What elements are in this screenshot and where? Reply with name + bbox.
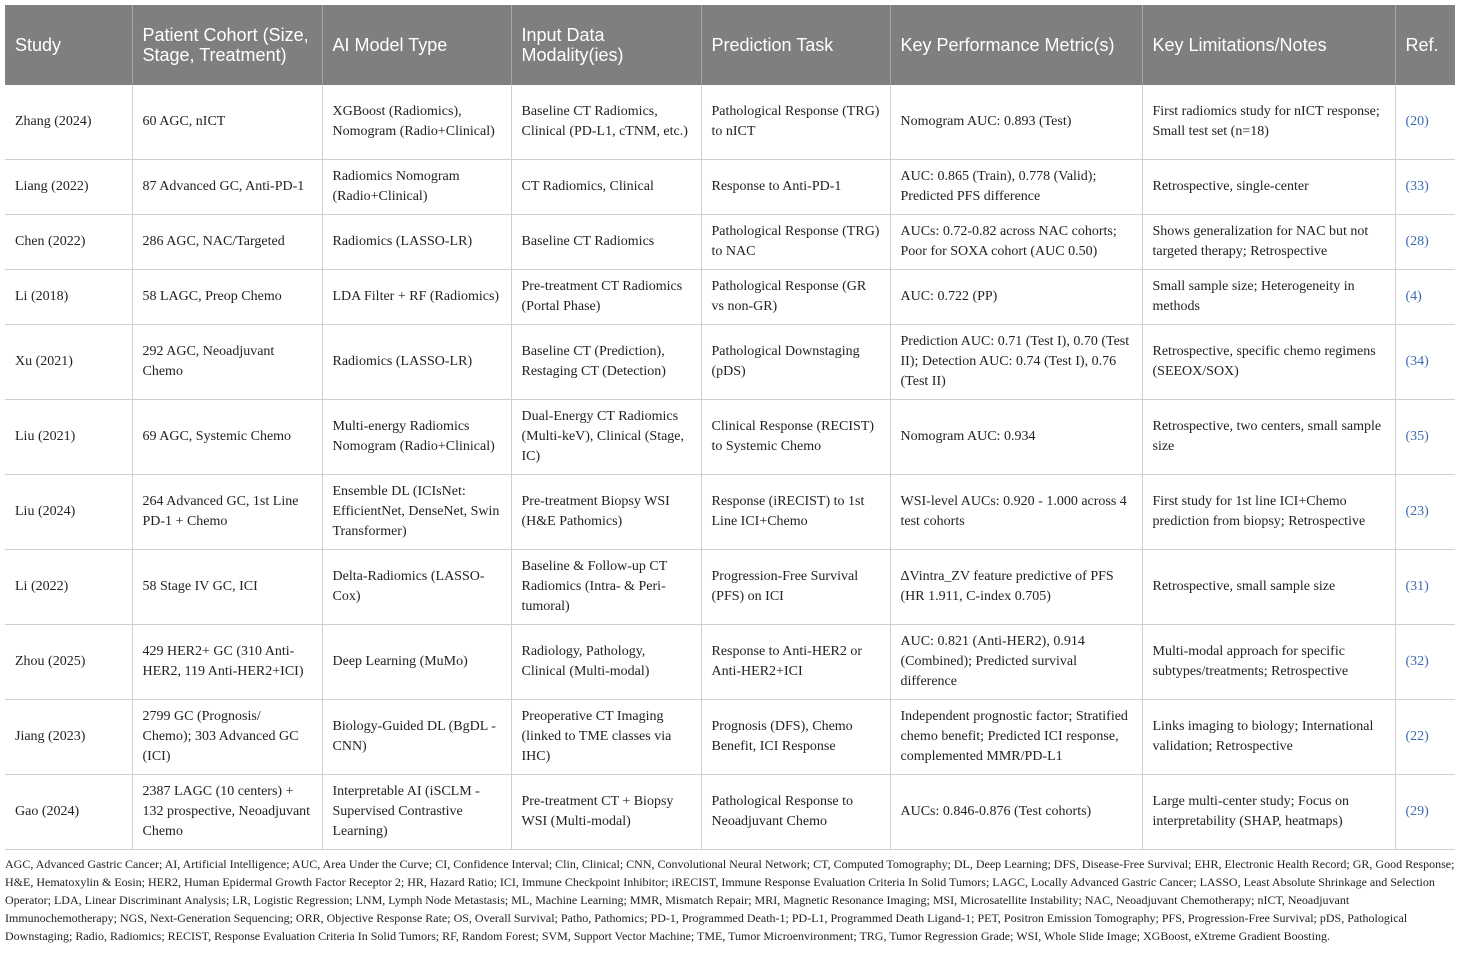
- cell-metric: AUC: 0.865 (Train), 0.778 (Valid); Predicted PFS difference: [890, 160, 1142, 215]
- cell-cohort: 264 Advanced GC, 1st Line PD-1 + Chemo: [132, 475, 322, 550]
- cell-cohort: 429 HER2+ GC (310 Anti-HER2, 119 Anti-HER2+ICI): [132, 625, 322, 700]
- cell-model: Radiomics (LASSO-LR): [322, 325, 511, 400]
- cell-study: Li (2022): [5, 550, 132, 625]
- cell-cohort: 286 AGC, NAC/Targeted: [132, 215, 322, 270]
- cell-metric: AUCs: 0.72-0.82 across NAC cohorts; Poor for SOXA cohort (AUC 0.50): [890, 215, 1142, 270]
- cell-notes: Retrospective, two centers, small sample size: [1142, 400, 1395, 475]
- cell-notes: Retrospective, single-center: [1142, 160, 1395, 215]
- abbreviations-footnote: AGC, Advanced Gastric Cancer; AI, Artificial Intelligence; AUC, Area Under the Curve; CI, Confidence Interval; Clin, Clinical; CNN, Convolutional Neural Network; CT, Computed Tomography; DL, Deep Learning; DFS, Disease-Free Survival; EHR, Electronic Health Record; GR, Good Response; H&E, Hematoxylin & Eosin; HER2, Human Epidermal Growth Factor Receptor 2; HR, Hazard Ratio; ICI, Immune Checkpoint Inhibitor; iRECIST, Immune Response Evaluation Criteria In Solid Tumors; LAGC, Locally Advanced Gastric Cancer; LASSO, Least Absolute Shrinkage and Selection Operator; LDA, Linear Discriminant Analysis; LR, Logistic Regression; LNM, Lymph Node Metastasis; ML, Machine Learning; MMR, Mismatch Repair; MRI, Magnetic Resonance Imaging; MSI, Microsatellite Instability; NAC, Neoadjuvant Chemotherapy; nICT, Neoadjuvant Immunochemotherapy; NGS, Next-Generation Sequencing; ORR, Objective Response Rate; OS, Overall Survival; Patho, Pathomics; PD-1, Programmed Death-1; PD-L1, Programmed Death Ligand-1; PET, Positron Emission Tomography; PFS, Progression-Free Survival; pDS, Pathological Downstaging; Radio, Radiomics; RECIST, Response Evaluation Criteria In Solid Tumors; RF, Random Forest; SVM, Support Vector Machine; TME, Tumor Microenvironment; TRG, Tumor Regression Grade; WSI, Whole Slide Image; XGBoost, eXtreme Gradient Boosting.: [5, 857, 1455, 943]
- cell-task: Response (iRECIST) to 1st Line ICI+Chemo: [701, 475, 890, 550]
- cell-task: Response to Anti-HER2 or Anti-HER2+ICI: [701, 625, 890, 700]
- header-input-modality: Input Data Modality(ies): [511, 5, 701, 85]
- cell-study: Xu (2021): [5, 325, 132, 400]
- cell-study: Zhang (2024): [5, 85, 132, 160]
- cell-modality: Baseline CT (Prediction), Restaging CT (Detection): [511, 325, 701, 400]
- cell-metric: ΔVintra_ZV feature predictive of PFS (HR 1.911, C-index 0.705): [890, 550, 1142, 625]
- reference-link[interactable]: (35): [1395, 400, 1455, 475]
- table-row: [5, 700, 1455, 775]
- reference-link[interactable]: (32): [1395, 625, 1455, 700]
- cell-study: Li (2018): [5, 270, 132, 325]
- cell-modality: Pre-treatment CT Radiomics (Portal Phase): [511, 270, 701, 325]
- cell-modality: CT Radiomics, Clinical: [511, 160, 701, 215]
- cell-metric: Independent prognostic factor; Stratified chemo benefit; Predicted ICI response, complemented MMR/PD-L1: [890, 700, 1142, 775]
- cell-notes: Multi-modal approach for specific subtypes/treatments; Retrospective: [1142, 625, 1395, 700]
- table-row: [5, 270, 1455, 325]
- table-row: [5, 85, 1455, 160]
- cell-model: Multi-energy Radiomics Nomogram (Radio+Clinical): [322, 400, 511, 475]
- cell-modality: Preoperative CT Imaging (linked to TME classes via IHC): [511, 700, 701, 775]
- cell-model: Delta-Radiomics (LASSO-Cox): [322, 550, 511, 625]
- cell-notes: First radiomics study for nICT response; Small test set (n=18): [1142, 85, 1395, 160]
- cell-cohort: 69 AGC, Systemic Chemo: [132, 400, 322, 475]
- table-row: [5, 625, 1455, 700]
- reference-link[interactable]: (29): [1395, 775, 1455, 850]
- cell-study: Liang (2022): [5, 160, 132, 215]
- table-row: [5, 160, 1455, 215]
- cell-model: Ensemble DL (ICIsNet: EfficientNet, DenseNet, Swin Transformer): [322, 475, 511, 550]
- cell-model: Radiomics (LASSO-LR): [322, 215, 511, 270]
- cell-model: Biology-Guided DL (BgDL - CNN): [322, 700, 511, 775]
- cell-task: Response to Anti-PD-1: [701, 160, 890, 215]
- header-ai-model-type: AI Model Type: [322, 5, 511, 85]
- cell-study: Gao (2024): [5, 775, 132, 850]
- cell-notes: Shows generalization for NAC but not targeted therapy; Retrospective: [1142, 215, 1395, 270]
- document-page: [5, 5, 1455, 945]
- table-row: [5, 325, 1455, 400]
- cell-study: Jiang (2023): [5, 700, 132, 775]
- reference-link[interactable]: (33): [1395, 160, 1455, 215]
- cell-modality: Baseline & Follow-up CT Radiomics (Intra- & Peri-tumoral): [511, 550, 701, 625]
- cell-modality: Baseline CT Radiomics, Clinical (PD-L1, cTNM, etc.): [511, 85, 701, 160]
- header-performance-metric: Key Performance Metric(s): [890, 5, 1142, 85]
- cell-modality: Pre-treatment CT + Biopsy WSI (Multi-modal): [511, 775, 701, 850]
- cell-metric: Nomogram AUC: 0.934: [890, 400, 1142, 475]
- cell-notes: First study for 1st line ICI+Chemo prediction from biopsy; Retrospective: [1142, 475, 1395, 550]
- cell-cohort: 58 LAGC, Preop Chemo: [132, 270, 322, 325]
- table-header-row: [5, 5, 1455, 85]
- ai-studies-table: [5, 5, 1455, 850]
- cell-task: Pathological Downstaging (pDS): [701, 325, 890, 400]
- table-row: [5, 550, 1455, 625]
- cell-modality: Pre-treatment Biopsy WSI (H&E Pathomics): [511, 475, 701, 550]
- reference-link[interactable]: (34): [1395, 325, 1455, 400]
- table-row: [5, 400, 1455, 475]
- cell-study: Chen (2022): [5, 215, 132, 270]
- header-study: Study: [5, 5, 132, 85]
- table-row: [5, 215, 1455, 270]
- cell-modality: Dual-Energy CT Radiomics (Multi-keV), Clinical (Stage, IC): [511, 400, 701, 475]
- cell-cohort: 87 Advanced GC, Anti-PD-1: [132, 160, 322, 215]
- cell-study: Liu (2021): [5, 400, 132, 475]
- cell-cohort: 60 AGC, nICT: [132, 85, 322, 160]
- cell-notes: Retrospective, small sample size: [1142, 550, 1395, 625]
- cell-task: Pathological Response (TRG) to nICT: [701, 85, 890, 160]
- cell-study: Liu (2024): [5, 475, 132, 550]
- cell-task: Pathological Response (TRG) to NAC: [701, 215, 890, 270]
- cell-modality: Radiology, Pathology, Clinical (Multi-modal): [511, 625, 701, 700]
- cell-modality: Baseline CT Radiomics: [511, 215, 701, 270]
- table-row: [5, 475, 1455, 550]
- cell-notes: Large multi-center study; Focus on interpretability (SHAP, heatmaps): [1142, 775, 1395, 850]
- cell-notes: Links imaging to biology; International validation; Retrospective: [1142, 700, 1395, 775]
- cell-model: Radiomics Nomogram (Radio+Clinical): [322, 160, 511, 215]
- cell-model: Deep Learning (MuMo): [322, 625, 511, 700]
- reference-link[interactable]: (23): [1395, 475, 1455, 550]
- reference-link[interactable]: (31): [1395, 550, 1455, 625]
- reference-link[interactable]: (28): [1395, 215, 1455, 270]
- cell-task: Prognosis (DFS), Chemo Benefit, ICI Response: [701, 700, 890, 775]
- cell-cohort: 2387 LAGC (10 centers) + 132 prospective, Neoadjuvant Chemo: [132, 775, 322, 850]
- header-ref: Ref.: [1395, 5, 1455, 85]
- header-limitations-notes: Key Limitations/Notes: [1142, 5, 1395, 85]
- reference-link[interactable]: (20): [1395, 85, 1455, 160]
- cell-metric: Prediction AUC: 0.71 (Test I), 0.70 (Test II); Detection AUC: 0.74 (Test I), 0.76 (Test II): [890, 325, 1142, 400]
- cell-task: Pathological Response (GR vs non-GR): [701, 270, 890, 325]
- cell-model: Interpretable AI (iSCLM - Supervised Contrastive Learning): [322, 775, 511, 850]
- cell-metric: Nomogram AUC: 0.893 (Test): [890, 85, 1142, 160]
- cell-metric: AUCs: 0.846-0.876 (Test cohorts): [890, 775, 1142, 850]
- cell-metric: WSI-level AUCs: 0.920 - 1.000 across 4 test cohorts: [890, 475, 1142, 550]
- cell-model: XGBoost (Radiomics), Nomogram (Radio+Clinical): [322, 85, 511, 160]
- header-patient-cohort: Patient Cohort (Size, Stage, Treatment): [132, 5, 322, 85]
- cell-cohort: 58 Stage IV GC, ICI: [132, 550, 322, 625]
- cell-cohort: 292 AGC, Neoadjuvant Chemo: [132, 325, 322, 400]
- cell-notes: Small sample size; Heterogeneity in methods: [1142, 270, 1395, 325]
- cell-study: Zhou (2025): [5, 625, 132, 700]
- cell-task: Pathological Response to Neoadjuvant Chemo: [701, 775, 890, 850]
- cell-task: Progression-Free Survival (PFS) on ICI: [701, 550, 890, 625]
- table-row: [5, 775, 1455, 850]
- cell-cohort: 2799 GC (Prognosis/ Chemo); 303 Advanced GC (ICI): [132, 700, 322, 775]
- cell-metric: AUC: 0.722 (PP): [890, 270, 1142, 325]
- reference-link[interactable]: (22): [1395, 700, 1455, 775]
- cell-metric: AUC: 0.821 (Anti-HER2), 0.914 (Combined); Predicted survival difference: [890, 625, 1142, 700]
- reference-link[interactable]: (4): [1395, 270, 1455, 325]
- cell-task: Clinical Response (RECIST) to Systemic Chemo: [701, 400, 890, 475]
- cell-model: LDA Filter + RF (Radiomics): [322, 270, 511, 325]
- cell-notes: Retrospective, specific chemo regimens (SEEOX/SOX): [1142, 325, 1395, 400]
- header-prediction-task: Prediction Task: [701, 5, 890, 85]
